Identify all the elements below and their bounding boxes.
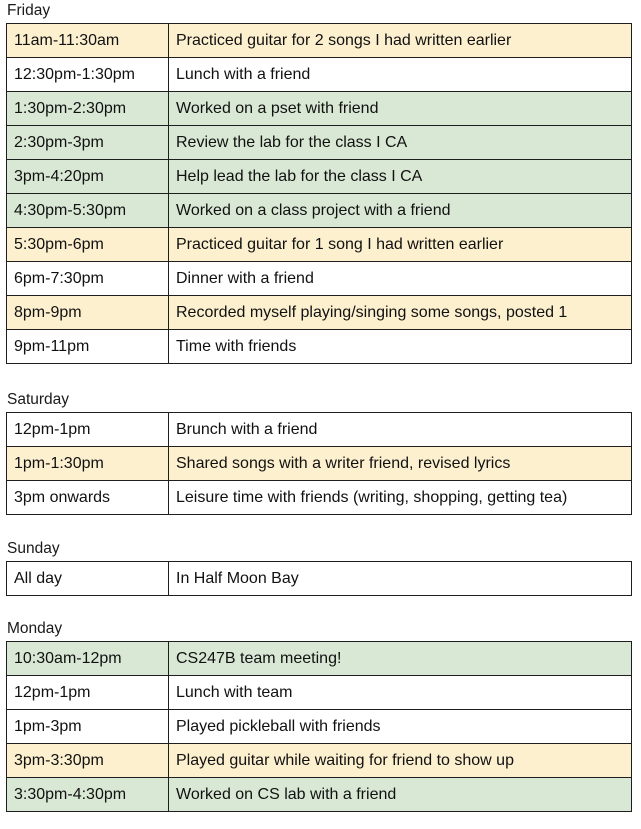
day-heading-friday: Friday [7,2,51,19]
table-row [7,296,632,330]
day-heading-sunday: Sunday [7,540,60,557]
table-row [7,160,632,194]
activity-cell: Brunch with a friend [169,413,632,447]
activity-cell: Shared songs with a writer friend, revised lyrics [169,447,632,481]
table-row [7,262,632,296]
activity-cell: Recorded myself playing/singing some songs, posted 1 [169,296,632,330]
table-row [7,447,632,481]
time-cell: 1pm-1:30pm [7,447,169,481]
activity-cell: Help lead the lab for the class I CA [169,160,632,194]
time-cell: 2:30pm-3pm [7,126,169,160]
table-row [7,642,632,676]
time-cell: 12pm-1pm [7,676,169,710]
table-row [7,710,632,744]
table-row [7,330,632,364]
table-row [7,778,632,812]
time-cell: 3:30pm-4:30pm [7,778,169,812]
activity-cell: Dinner with a friend [169,262,632,296]
activity-cell: Practiced guitar for 2 songs I had written earlier [169,24,632,58]
time-cell: 10:30am-12pm [7,642,169,676]
activity-cell: Review the lab for the class I CA [169,126,632,160]
schedule-table-monday [6,641,632,812]
time-cell: 3pm-4:20pm [7,160,169,194]
schedule-table-friday [6,23,632,364]
activity-cell: Worked on a class project with a friend [169,194,632,228]
table-row [7,676,632,710]
activity-cell: Worked on a pset with friend [169,92,632,126]
activity-cell: Leisure time with friends (writing, shopping, getting tea) [169,481,632,515]
table-row [7,413,632,447]
time-cell: 6pm-7:30pm [7,262,169,296]
time-cell: 8pm-9pm [7,296,169,330]
table-row [7,744,632,778]
activity-cell: Played guitar while waiting for friend to show up [169,744,632,778]
activity-cell: Lunch with a friend [169,58,632,92]
time-cell: 9pm-11pm [7,330,169,364]
time-cell: 12pm-1pm [7,413,169,447]
time-cell: 3pm onwards [7,481,169,515]
time-cell: 3pm-3:30pm [7,744,169,778]
table-row [7,24,632,58]
day-heading-monday: Monday [7,620,63,637]
table-row [7,126,632,160]
activity-cell: Worked on CS lab with a friend [169,778,632,812]
time-cell: 11am-11:30am [7,24,169,58]
time-cell: 12:30pm-1:30pm [7,58,169,92]
table-row [7,228,632,262]
activity-cell: Time with friends [169,330,632,364]
time-cell: All day [7,562,169,596]
schedule-table-saturday [6,412,632,515]
activity-cell: In Half Moon Bay [169,562,632,596]
time-cell: 5:30pm-6pm [7,228,169,262]
table-row [7,92,632,126]
activity-cell: Practiced guitar for 1 song I had written earlier [169,228,632,262]
activity-cell: Lunch with team [169,676,632,710]
table-row [7,562,632,596]
activity-cell: CS247B team meeting! [169,642,632,676]
time-cell: 1:30pm-2:30pm [7,92,169,126]
schedule-table-sunday [6,561,632,596]
time-cell: 1pm-3pm [7,710,169,744]
table-row [7,194,632,228]
table-row [7,481,632,515]
table-row [7,58,632,92]
day-heading-saturday: Saturday [7,391,70,408]
activity-cell: Played pickleball with friends [169,710,632,744]
time-cell: 4:30pm-5:30pm [7,194,169,228]
